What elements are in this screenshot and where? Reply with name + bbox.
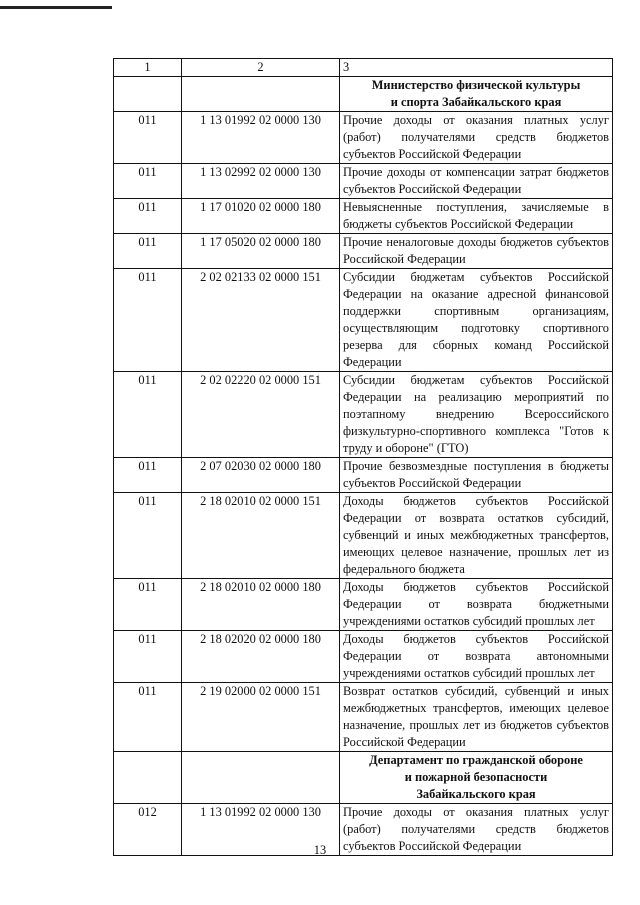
page-number: 13 [313,843,327,857]
revenue-code-cell: 2 19 02000 02 0000 151 [182,683,340,752]
section-empty-cell [114,77,182,112]
table-row [114,234,613,269]
table-row [114,683,613,752]
revenue-code-cell: 1 17 01020 02 0000 180 [182,199,340,234]
admin-code-cell: 011 [114,493,182,579]
section-title [340,752,613,804]
column-number-3: 3 [340,59,613,77]
section-title-line: Министерство физической культуры [371,78,581,92]
revenue-name-cell: Возврат остатков субсидий, субвенций и иных межбюджетных трансфертов, имеющих целевое назначение, прошлых лет из бюджетов субъектов Российской Федерации [340,683,613,752]
revenue-code-cell: 1 13 02992 02 0000 130 [182,164,340,199]
revenue-name-cell: Прочие неналоговые доходы бюджетов субъектов Российской Федерации [340,234,613,269]
admin-code-cell: 011 [114,458,182,493]
revenue-name-cell: Субсидии бюджетам субъектов Российской Федерации на оказание адресной финансовой поддержки спортивным организациям, осуществляющим подготовку спортивного резерва для сборных команд Российской Федерации [340,269,613,372]
admin-code-cell: 011 [114,579,182,631]
table-row [114,493,613,579]
revenue-code-cell: 1 13 01992 02 0000 130 [182,804,340,856]
table-row [114,112,613,164]
table-row [114,631,613,683]
section-header-row [114,752,613,804]
section-empty-cell [182,77,340,112]
revenue-code-cell: 2 07 02030 02 0000 180 [182,458,340,493]
column-number-1: 1 [114,59,182,77]
revenue-code-cell: 1 17 05020 02 0000 180 [182,234,340,269]
section-empty-cell [114,752,182,804]
table-header-row [114,59,613,77]
revenue-name-cell: Доходы бюджетов субъектов Российской Федерации от возврата автономными учреждениями остатков субсидий прошлых лет [340,631,613,683]
revenue-code-cell: 1 13 01992 02 0000 130 [182,112,340,164]
admin-code-cell: 011 [114,112,182,164]
revenue-code-cell: 2 02 02133 02 0000 151 [182,269,340,372]
table-row [114,269,613,372]
revenue-name-cell: Субсидии бюджетам субъектов Российской Федерации на реализацию мероприятий по поэтапному внедрению Всероссийского физкультурно-спортивного комплекса "Готов к труду и обороне" (ГТО) [340,372,613,458]
revenue-code-cell: 2 18 02010 02 0000 151 [182,493,340,579]
section-title-line: и спорта Забайкальского края [390,95,562,109]
section-empty-cell [182,752,340,804]
table-row [114,458,613,493]
revenue-name-cell: Прочие доходы от оказания платных услуг (работ) получателями средств бюджетов субъектов Российской Федерации [340,112,613,164]
revenue-name-cell: Невыясненные поступления, зачисляемые в бюджеты субъектов Российской Федерации [340,199,613,234]
section-title-line: Департамент по гражданской обороне [369,753,583,767]
section-title [340,77,613,112]
revenue-name-cell: Доходы бюджетов субъектов Российской Федерации от возврата остатков субсидий, субвенций и иных межбюджетных трансфертов, имеющих целевое назначение, прошлых лет из федерального бюджета [340,493,613,579]
scan-edge-mark [0,6,112,9]
admin-code-cell: 011 [114,269,182,372]
revenue-code-cell: 2 18 02020 02 0000 180 [182,631,340,683]
revenue-name-cell: Прочие доходы от оказания платных услуг (работ) получателями средств бюджетов субъектов Российской Федерации [340,804,613,856]
revenue-name-cell: Доходы бюджетов субъектов Российской Федерации от возврата бюджетными учреждениями остатков субсидий прошлых лет [340,579,613,631]
admin-code-cell: 011 [114,199,182,234]
section-title-line: и пожарной безопасности [404,770,548,784]
table-row [114,199,613,234]
revenue-name-cell: Прочие доходы от компенсации затрат бюджетов субъектов Российской Федерации [340,164,613,199]
admin-code-cell: 011 [114,372,182,458]
admin-code-cell: 011 [114,631,182,683]
section-title-line: Забайкальского края [416,787,536,801]
admin-code-cell: 011 [114,234,182,269]
admin-code-cell: 011 [114,683,182,752]
revenue-code-cell: 2 02 02220 02 0000 151 [182,372,340,458]
table-row [114,579,613,631]
admin-code-cell: 012 [114,804,182,856]
revenue-code-cell: 2 18 02010 02 0000 180 [182,579,340,631]
admin-code-cell: 011 [114,164,182,199]
revenue-classification-table [113,58,613,856]
table-row [114,372,613,458]
table-row [114,164,613,199]
revenue-name-cell: Прочие безвозмездные поступления в бюджеты субъектов Российской Федерации [340,458,613,493]
column-number-2: 2 [182,59,340,77]
section-header-row [114,77,613,112]
